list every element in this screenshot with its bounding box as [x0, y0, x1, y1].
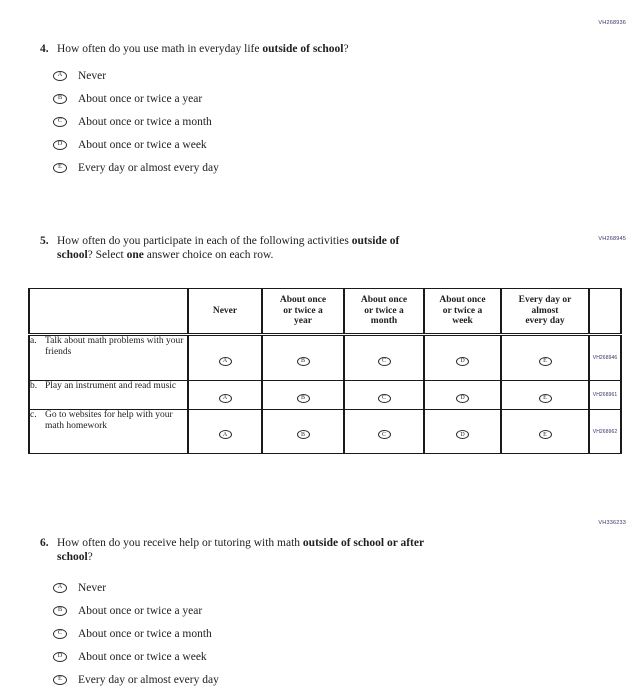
bubble-letter: A	[57, 583, 63, 591]
row-letter: c.	[30, 410, 37, 420]
bubble-letter: B	[57, 94, 63, 102]
answer-bubble-b[interactable]	[297, 357, 310, 366]
row-label: Talk about math problems with your friends	[45, 336, 184, 357]
answer-option	[53, 599, 219, 622]
option-label: About once or twice a month	[78, 627, 212, 640]
bubble-letter: D	[460, 358, 465, 364]
question-4-prompt-end: ?	[343, 43, 349, 55]
bubble-letter: D	[57, 652, 63, 660]
answer-bubble-e[interactable]	[53, 163, 67, 173]
row-code: VH268961	[589, 381, 621, 410]
answer-bubble-a[interactable]	[219, 430, 232, 439]
bubble-letter: C	[381, 431, 386, 438]
matrix-cell	[424, 381, 501, 410]
option-label: About once or twice a week	[78, 138, 207, 151]
header-line: or twice a	[283, 305, 323, 316]
row-label-cell	[29, 410, 188, 454]
bubble-letter: E	[543, 395, 547, 401]
answer-bubble-c[interactable]	[53, 117, 67, 127]
row-letter: a.	[30, 336, 37, 346]
matrix-cell	[424, 410, 501, 454]
question-6-prompt	[57, 536, 560, 564]
answer-bubble-e[interactable]	[53, 675, 67, 685]
question-5-number: 5.	[40, 235, 49, 247]
bubble-letter: C	[57, 117, 63, 125]
header-once-twice-week	[424, 289, 501, 335]
header-line: Every day or	[518, 295, 572, 306]
header-line: Never	[212, 305, 238, 316]
row-label-cell	[29, 335, 188, 381]
question-4-number: 4.	[40, 43, 49, 55]
answer-bubble-c[interactable]	[378, 430, 391, 439]
answer-bubble-b[interactable]	[53, 606, 67, 616]
option-label: About once or twice a year	[78, 92, 203, 105]
answer-bubble-a[interactable]	[53, 583, 67, 593]
question-4-prompt	[57, 42, 560, 56]
bubble-letter: A	[222, 358, 228, 364]
header-line: year	[294, 316, 312, 327]
question-5-prompt-bold2: school	[57, 249, 88, 261]
matrix-cell	[424, 335, 501, 381]
bubble-letter: B	[300, 395, 305, 401]
header-line: week	[452, 316, 473, 327]
bubble-letter: E	[543, 358, 547, 364]
question-5-prompt	[57, 234, 560, 262]
answer-bubble-d[interactable]	[53, 140, 67, 150]
question-4	[40, 42, 560, 56]
answer-option	[53, 645, 219, 668]
question-5	[40, 234, 560, 262]
bubble-letter: A	[222, 431, 228, 438]
bubble-letter: D	[460, 431, 465, 438]
option-label: About once or twice a year	[78, 604, 203, 617]
header-once-twice-year	[262, 289, 344, 335]
matrix-cell	[344, 381, 424, 410]
answer-bubble-d[interactable]	[456, 357, 469, 366]
question-6-prompt-text: How often do you receive help or tutoring with math	[57, 537, 303, 549]
table-row	[29, 335, 621, 381]
header-never	[188, 289, 262, 335]
question-6-prompt-bold: outside of school or after	[302, 537, 425, 549]
option-label: Every day or almost every day	[78, 673, 219, 686]
answer-bubble-b[interactable]	[53, 94, 67, 104]
option-label: About once or twice a month	[78, 115, 212, 128]
answer-option	[53, 576, 219, 599]
header-code-cell	[589, 289, 621, 335]
matrix-cell	[262, 410, 344, 454]
answer-bubble-c[interactable]	[53, 629, 67, 639]
bubble-letter: B	[57, 606, 63, 614]
row-label: Play an instrument and read music	[45, 381, 177, 391]
answer-option	[53, 622, 219, 645]
matrix-cell	[188, 381, 262, 410]
table-row	[29, 381, 621, 410]
answer-option	[53, 87, 219, 110]
header-line: or twice a	[442, 305, 483, 316]
question-5-prompt-bold: outside of	[351, 235, 400, 247]
question-4-prompt-text: How often do you use math in everyday life	[57, 43, 263, 55]
matrix-cell	[188, 335, 262, 381]
question-5-prompt-text3: answer choice on each row.	[143, 249, 274, 261]
question-5-code: VH268945	[598, 236, 626, 242]
answer-bubble-b[interactable]	[297, 394, 310, 403]
matrix-cell	[188, 410, 262, 454]
question-5-matrix-table	[28, 288, 622, 454]
bubble-letter: C	[381, 395, 386, 401]
answer-bubble-c[interactable]	[378, 394, 391, 403]
bubble-letter: E	[58, 675, 62, 683]
row-label: Go to websites for help with your math homework	[45, 410, 173, 431]
question-5-prompt-bold3: one	[126, 249, 144, 261]
question-6-prompt-bold2: school	[57, 551, 88, 563]
header-empty-cell	[29, 289, 188, 335]
question-5-prompt-text2: ? Select	[87, 249, 127, 261]
bubble-letter: C	[57, 629, 63, 637]
matrix-cell	[501, 381, 589, 410]
table-row	[29, 410, 621, 454]
question-6-number: 6.	[40, 537, 49, 549]
option-label: Never	[78, 581, 107, 594]
answer-option	[53, 64, 219, 87]
bubble-letter: B	[300, 431, 305, 438]
bubble-letter: D	[57, 140, 63, 148]
answer-bubble-e[interactable]	[539, 430, 552, 439]
answer-bubble-a[interactable]	[219, 357, 232, 366]
bubble-letter: E	[58, 163, 62, 171]
answer-bubble-d[interactable]	[456, 394, 469, 403]
answer-bubble-e[interactable]	[539, 394, 552, 403]
header-line: every day	[525, 316, 565, 327]
header-line: almost	[531, 305, 559, 316]
row-letter: b.	[30, 381, 38, 391]
question-4-options	[53, 64, 219, 179]
option-label: Every day or almost every day	[78, 161, 219, 174]
matrix-cell	[344, 335, 424, 381]
answer-bubble-b[interactable]	[297, 430, 310, 439]
header-once-twice-month	[344, 289, 424, 335]
answer-bubble-a[interactable]	[53, 71, 67, 81]
matrix-cell	[501, 335, 589, 381]
bubble-letter: E	[543, 431, 547, 438]
matrix-cell	[262, 335, 344, 381]
answer-bubble-e[interactable]	[539, 357, 552, 366]
row-code: VH268946	[589, 335, 621, 381]
question-6	[40, 536, 560, 564]
matrix-cell	[501, 410, 589, 454]
answer-bubble-d[interactable]	[456, 430, 469, 439]
matrix-cell	[344, 410, 424, 454]
option-label: Never	[78, 69, 107, 82]
header-line: or twice a	[364, 305, 404, 316]
bubble-letter: A	[57, 71, 63, 79]
question-4-prompt-bold: outside of school	[262, 43, 344, 55]
table-header-row	[29, 289, 621, 335]
bubble-letter: C	[381, 358, 386, 364]
header-every-day	[501, 289, 589, 335]
question-6-code: VH336233	[598, 520, 626, 526]
row-code: VH268962	[589, 410, 621, 454]
matrix-cell	[262, 381, 344, 410]
row-label-cell	[29, 381, 188, 410]
header-line: About once	[360, 295, 408, 306]
answer-bubble-c[interactable]	[378, 357, 391, 366]
question-6-options	[53, 576, 219, 691]
answer-option	[53, 156, 219, 179]
answer-bubble-a[interactable]	[219, 394, 232, 403]
bubble-letter: A	[222, 395, 228, 401]
answer-option	[53, 668, 219, 691]
option-label: About once or twice a week	[78, 650, 207, 663]
answer-bubble-d[interactable]	[53, 652, 67, 662]
bubble-letter: B	[300, 358, 305, 364]
question-6-prompt-end: ?	[87, 551, 93, 563]
header-line: About once	[439, 295, 486, 306]
answer-option	[53, 133, 219, 156]
bubble-letter: D	[460, 395, 465, 401]
header-line: month	[370, 316, 398, 327]
question-4-code: VH268936	[598, 20, 626, 26]
answer-option	[53, 110, 219, 133]
question-5-prompt-text: How often do you participate in each of the following activities	[57, 235, 352, 247]
header-line: About once	[279, 295, 327, 306]
